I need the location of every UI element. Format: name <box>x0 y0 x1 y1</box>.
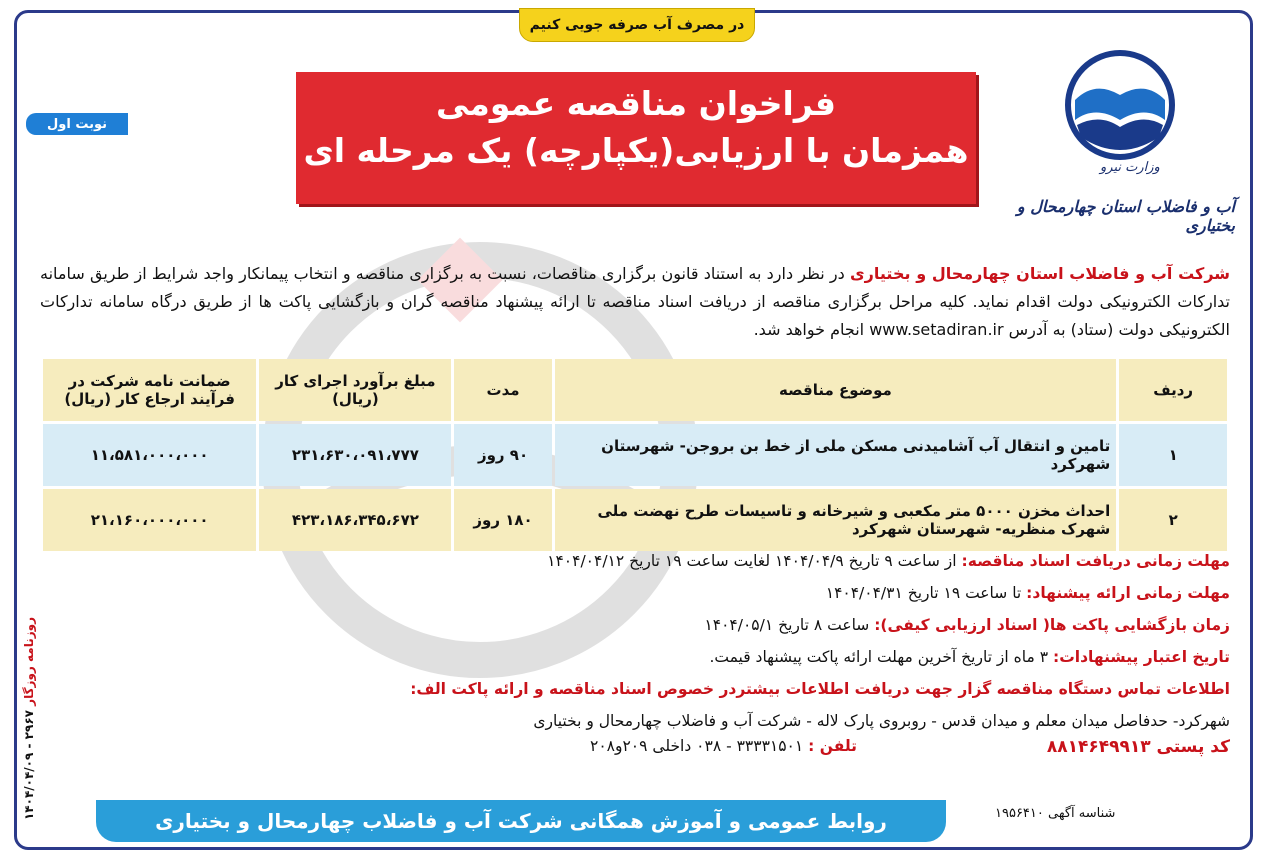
side-issue: ۲۹۶۷ - ۱۴۰۴/۰۴/۰۹ <box>22 710 36 821</box>
detail-label: تاریخ اعتبار پیشنهادات: <box>1053 648 1230 666</box>
table-header-row <box>43 359 1227 421</box>
detail-label: زمان بازگشایی پاکت ها( اسناد ارزیابی کیفی): <box>874 616 1230 634</box>
intro-text: در نظر دارد به استناد قانون برگزاری مناقصات، نسبت به برگزاری مناقصه و انتخاب پیمانکار واجد شرایط از طریق سامانه تدارکات الکترونیکی دولت اقدام نماید. کلیه مراحل برگزاری مناقصه از دریافت اسناد مناقصه تا ارائه پیشنهاد مناقصه گران و بازگشایی پاکت ها از طریق درگاه سامانه تدارکات الکترونیکی دولت (ستاد) به آدرس www.setadiran.ir انجام خواهد شد. <box>40 264 1230 339</box>
detail-row <box>40 577 1230 609</box>
detail-label: مهلت زمانی ارائه پیشنهاد: <box>1026 584 1230 602</box>
row-estimate: ۲۳۱،۶۳۰،۰۹۱،۷۷۷ <box>259 424 451 486</box>
detail-value: ساعت ۸ تاریخ ۱۴۰۴/۰۵/۱ <box>704 616 870 634</box>
row-duration: ۱۸۰ روز <box>454 489 551 551</box>
row-number: ۱ <box>1119 424 1227 486</box>
water-company-logo-icon <box>1055 45 1185 165</box>
header-row-number: ردیف <box>1119 359 1227 421</box>
row-duration: ۹۰ روز <box>454 424 551 486</box>
header-guarantee: ضمانت نامه شرکت در فرآیند ارجاع کار (ریال) <box>43 359 256 421</box>
slogan-tab: در مصرف آب صرفه جویی کنیم <box>519 8 755 42</box>
detail-label: اطلاعات تماس دستگاه مناقصه گزار جهت دریافت اطلاعات بیشتردر خصوص اسناد مناقصه و ارائه پاکت الف: <box>410 680 1230 698</box>
table-row <box>43 489 1227 551</box>
detail-row <box>40 673 1230 705</box>
header-duration: مدت <box>454 359 551 421</box>
tender-details <box>40 545 1230 737</box>
address: شهرکرد- حدفاصل میدان معلم و میدان قدس - روبروی پارک لاله - شرکت آب و فاضلاب چهارمحال و بختیاری <box>533 712 1230 730</box>
row-guarantee: ۲۱،۱۶۰،۰۰۰،۰۰۰ <box>43 489 256 551</box>
round-badge: نوبت اول <box>26 113 128 135</box>
detail-row <box>40 545 1230 577</box>
row-number: ۲ <box>1119 489 1227 551</box>
header-estimate: مبلغ برآورد اجرای کار (ریال) <box>259 359 451 421</box>
row-guarantee: ۱۱،۵۸۱،۰۰۰،۰۰۰ <box>43 424 256 486</box>
row-subject: احداث مخزن ۵۰۰۰ متر مکعبی و شیرخانه و تاسیسات طرح نهضت ملی شهرک منظریه- شهرستان شهرکرد <box>555 489 1117 551</box>
side-note <box>22 617 36 821</box>
ad-id: شناسه آگهی ۱۹۵۶۴۱۰ <box>995 806 1116 821</box>
phone-value: ۳۳۳۳۱۵۰۱ - ۰۳۸ داخلی ۲۰۹و۲۰۸ <box>590 737 804 755</box>
detail-label: مهلت زمانی دریافت اسناد مناقصه: <box>961 552 1230 570</box>
detail-row <box>40 641 1230 673</box>
title-line-1: فراخوان مناقصه عمومی <box>436 84 836 123</box>
postal-code: کد پستی ۸۸۱۴۶۴۹۹۱۳ <box>1046 737 1230 757</box>
detail-row <box>40 609 1230 641</box>
row-subject: تامین و انتقال آب آشامیدنی مسکن ملی از خط بن بروجن- شهرستان شهرکرد <box>555 424 1117 486</box>
detail-value: از ساعت ۹ تاریخ ۱۴۰۴/۰۴/۹ لغایت ساعت ۱۹ تاریخ ۱۴۰۴/۰۴/۱۲ <box>547 552 957 570</box>
title-banner <box>296 72 976 204</box>
row-estimate: ۴۲۳،۱۸۶،۳۴۵،۶۷۲ <box>259 489 451 551</box>
table-row <box>43 424 1227 486</box>
title-line-2: همزمان با ارزیابی(یکپارچه) یک مرحله ای <box>303 131 969 170</box>
side-paper-name: روزنامه روزگار <box>22 617 36 706</box>
phone <box>590 737 857 755</box>
intro-paragraph <box>40 260 1230 344</box>
detail-value: تا ساعت ۱۹ تاریخ ۱۴۰۴/۰۴/۳۱ <box>825 584 1022 602</box>
footer-banner: روابط عمومی و آموزش همگانی شرکت آب و فاضلاب چهارمحال و بختیاری <box>96 800 946 842</box>
company-logotype: آب و فاضلاب استان چهارمحال و بختیاری <box>1016 197 1235 235</box>
ministry-label: وزارت نیرو <box>1100 160 1160 175</box>
tender-table <box>40 356 1230 554</box>
header-subject: موضوع مناقصه <box>555 359 1117 421</box>
intro-company-name: شرکت آب و فاضلاب استان چهارمحال و بختیاری <box>850 264 1231 283</box>
phone-label: تلفن : <box>808 737 858 755</box>
detail-value: ۳ ماه از تاریخ آخرین مهلت ارائه پاکت پیشنهاد قیمت. <box>709 648 1049 666</box>
